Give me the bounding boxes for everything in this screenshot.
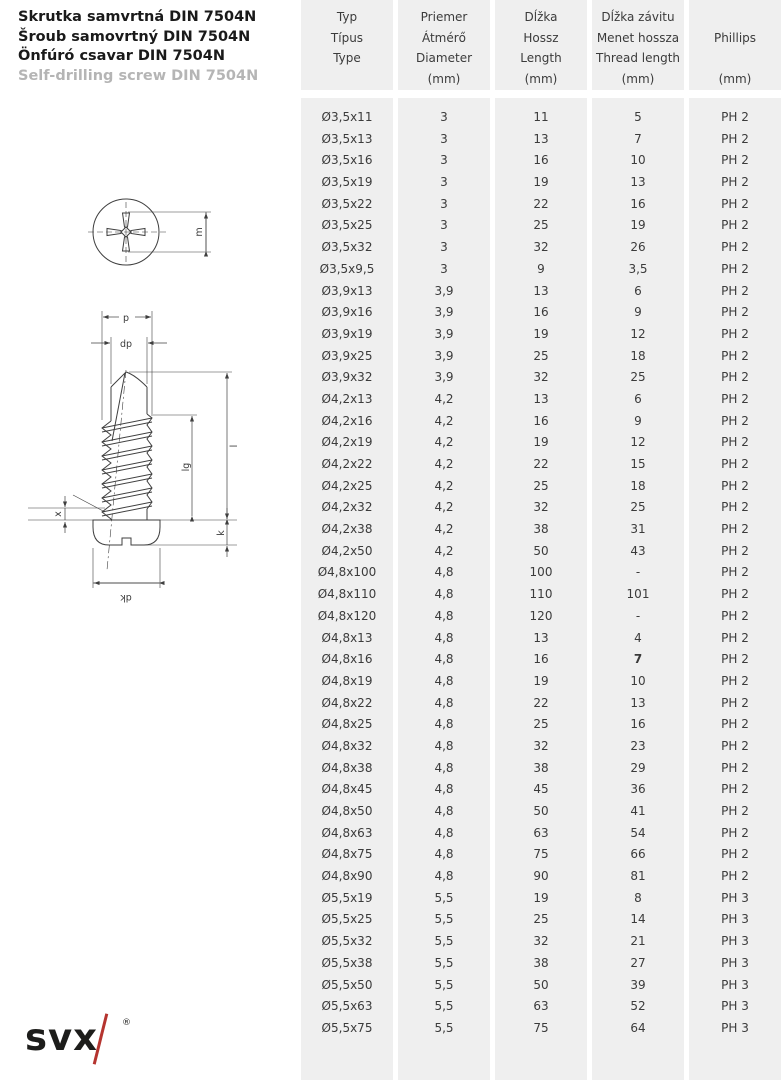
table-cell: Ø4,8x22: [321, 695, 373, 710]
table-cell: Ø3,9x19: [321, 326, 373, 341]
title-block: [18, 8, 258, 86]
screw-head-top-view: [88, 199, 211, 265]
table-cell: PH 2: [721, 478, 749, 493]
table-cell: PH 2: [721, 110, 749, 124]
table-cell: PH 2: [721, 630, 749, 645]
table-cell: 3,9: [434, 305, 454, 320]
table-cell: 3: [440, 131, 448, 146]
title-slovak: Skrutka samvrtná DIN 7504N: [18, 9, 257, 25]
table-cell: 43: [630, 543, 646, 558]
table-cell: 25: [533, 218, 549, 233]
table-cell: 10: [630, 153, 646, 168]
table-cell: 14: [630, 912, 646, 927]
table-cell: PH 2: [721, 652, 749, 667]
table-cell: Ø3,5x11: [321, 110, 373, 124]
table-cell: 7: [633, 652, 643, 667]
table-cell: PH 2: [721, 240, 749, 255]
table-cell: 90: [533, 869, 549, 884]
table-cell: Ø4,8x19: [321, 673, 373, 688]
table-cell: 3,9: [434, 283, 454, 298]
table-cell: 4,2: [434, 478, 454, 493]
table-cell: PH 2: [721, 175, 749, 190]
table-cell: 19: [630, 218, 646, 233]
table-cell: 9: [537, 261, 545, 276]
table-cell: 13: [533, 283, 549, 298]
column-diameter: [398, 98, 490, 1080]
table-cell: 4,8: [434, 869, 454, 884]
table-cell: Ø3,9x25: [321, 348, 373, 363]
table-cell: 5: [634, 110, 642, 124]
table-cell: Ø4,8x45: [321, 782, 373, 797]
table-cell: 32: [533, 934, 549, 949]
header-line: Typ: [336, 10, 358, 24]
table-cell: 3,9: [434, 348, 454, 363]
table-cell: PH 2: [721, 261, 749, 276]
table-cell: 4,8: [434, 847, 454, 862]
header-line: Átmérő: [421, 30, 467, 45]
table-cell: 18: [630, 348, 646, 363]
table-cell: PH 2: [721, 782, 749, 797]
table-cell: PH 2: [721, 435, 749, 450]
table-cell: 5,5: [434, 955, 454, 970]
table-cell: 22: [533, 695, 549, 710]
table-cell: 3,9: [434, 326, 454, 341]
table-cell: Ø5,5x25: [321, 912, 373, 927]
title-hungarian: Önfúró csavar DIN 7504N: [18, 48, 225, 64]
table-cell: Ø4,8x120: [317, 608, 377, 623]
table-cell: Ø4,8x25: [321, 717, 373, 732]
table-cell: 31: [630, 522, 646, 537]
table-cell: 16: [533, 413, 549, 428]
title-english: Self-drilling screw DIN 7504N: [18, 67, 259, 84]
table-cell: PH 2: [721, 543, 749, 558]
table-cell: 5,5: [434, 977, 454, 992]
table-cell: 4,2: [434, 457, 454, 471]
table-cell: Ø4,2x16: [321, 413, 373, 428]
table-cell: 3: [440, 261, 448, 276]
table-cell: 5,5: [434, 934, 454, 949]
table-cell: 5,5: [434, 912, 454, 927]
table-cell: 4,8: [434, 695, 454, 710]
table-cell: PH 2: [721, 522, 749, 537]
table-cell: 41: [630, 804, 646, 818]
table-cell: 63: [533, 999, 549, 1014]
table-cell: Ø3,5x22: [321, 196, 373, 211]
header-thread-length: [592, 0, 684, 90]
table-cell: 4,8: [434, 738, 454, 753]
table-cell: PH 2: [721, 847, 749, 862]
table-cell: Ø3,5x25: [321, 218, 373, 233]
logo-text: svx: [25, 1016, 99, 1059]
header-line: Length: [520, 51, 562, 65]
table-cell: 23: [630, 738, 646, 753]
header-line: (mm): [718, 71, 752, 86]
table-cell: 32: [533, 370, 549, 385]
table-cell: 4,8: [434, 804, 454, 818]
table-cell: PH 2: [721, 413, 749, 428]
table-cell: PH 2: [721, 825, 749, 840]
table-cell: 6: [634, 283, 642, 298]
table-cell: 64: [630, 1020, 646, 1035]
table-cell: 3: [440, 153, 448, 168]
dim-label-p: p: [122, 313, 130, 324]
table-cell: 12: [630, 326, 646, 341]
table-cell: -: [635, 565, 641, 580]
table-cell: 25: [533, 717, 549, 732]
table-cell: PH 2: [721, 283, 749, 298]
dim-label-lg: lg: [181, 462, 192, 472]
table-cell: 4,8: [434, 782, 454, 797]
dim-label-dk: dk: [120, 592, 132, 603]
table-cell: 4,2: [434, 391, 454, 406]
table-cell: 120: [529, 608, 553, 623]
header-length: [495, 0, 587, 90]
column-type: [301, 98, 393, 1080]
table-cell: Ø3,9x32: [321, 370, 373, 385]
table-cell: 13: [533, 630, 549, 645]
table-cell: PH 2: [721, 760, 749, 775]
table-cell: Ø4,8x63: [321, 825, 373, 840]
table-cell: 101: [626, 587, 650, 602]
table-cell: 19: [533, 890, 549, 905]
table-cell: PH 2: [721, 608, 749, 623]
technical-drawing: [25, 190, 240, 605]
table-cell: 13: [533, 391, 549, 406]
table-cell: 4,8: [434, 673, 454, 688]
table-cell: 3: [440, 240, 448, 255]
table-cell: Ø3,9x13: [321, 283, 373, 298]
table-cell: PH 2: [721, 587, 749, 602]
table-cell: 45: [533, 782, 549, 797]
table-cell: Ø5,5x38: [321, 955, 373, 970]
header-diameter: [398, 0, 490, 90]
table-cell: 54: [630, 825, 646, 840]
header-line: (mm): [621, 71, 655, 86]
table-cell: 4,8: [434, 630, 454, 645]
table-cell: Ø3,5x16: [321, 153, 373, 168]
column-phillips: [689, 98, 781, 1080]
table-cell: 5,5: [434, 890, 454, 905]
header-line: Type: [333, 51, 361, 65]
table-cell: Ø4,2x32: [321, 500, 373, 515]
screw-side-view: [28, 311, 240, 603]
table-cell: 25: [533, 912, 549, 927]
table-cell: 21: [630, 934, 646, 949]
table-cell: 19: [533, 673, 549, 688]
table-cell: 29: [630, 760, 646, 775]
header-line: Menet hossza: [596, 30, 680, 45]
table-cell: 4,2: [434, 500, 454, 515]
table-cell: 13: [630, 175, 646, 190]
table-cell: 39: [630, 977, 646, 992]
header-line: [689, 48, 781, 69]
table-cell: 3,9: [434, 370, 454, 385]
table-cell: 4,8: [434, 825, 454, 840]
table-cell: PH 2: [721, 804, 749, 818]
table-cell: Ø4,8x50: [321, 804, 373, 818]
table-cell: 4,2: [434, 435, 454, 450]
table-cell: 4,8: [434, 717, 454, 732]
table-cell: 36: [630, 782, 646, 797]
table-cell: Ø4,2x22: [321, 457, 373, 471]
table-cell: PH 2: [721, 500, 749, 515]
table-cell: 50: [533, 977, 549, 992]
table-cell: 12: [630, 435, 646, 450]
table-cell: 27: [630, 955, 646, 970]
table-cell: PH 2: [721, 196, 749, 211]
table-cell: 9: [634, 305, 642, 320]
table-cell: 75: [533, 847, 549, 862]
header-line: Diameter: [415, 51, 473, 65]
table-cell: 19: [533, 435, 549, 450]
table-cell: 16: [630, 196, 646, 211]
table-cell: 32: [533, 240, 549, 255]
table-cell: 75: [533, 1020, 549, 1035]
header-line: Thread length: [595, 51, 681, 65]
table-cell: PH 2: [721, 218, 749, 233]
table-cell: 5,5: [434, 999, 454, 1014]
table-cell: 19: [533, 326, 549, 341]
table-cell: 13: [533, 131, 549, 146]
table-cell: 3,5: [628, 261, 648, 276]
table-cell: 13: [630, 695, 646, 710]
title-czech: Šroub samovrtný DIN 7504N: [18, 28, 251, 45]
table-cell: Ø4,8x38: [321, 760, 373, 775]
table-cell: 16: [630, 717, 646, 732]
table-cell: Ø4,8x32: [321, 738, 373, 753]
svx-logo: [25, 1012, 155, 1074]
table-cell: 25: [630, 370, 646, 385]
table-cell: Ø4,2x13: [321, 391, 373, 406]
table-cell: PH 3: [721, 999, 749, 1014]
table-cell: Ø5,5x50: [321, 977, 373, 992]
table-cell: 3: [440, 218, 448, 233]
table-cell: PH 2: [721, 305, 749, 320]
table-cell: Ø4,8x16: [321, 652, 373, 667]
header-type: [301, 0, 393, 90]
table-cell: 6: [634, 391, 642, 406]
header-line: [689, 7, 781, 28]
table-cell: 16: [533, 305, 549, 320]
table-cell: 22: [533, 457, 549, 471]
dim-label-dp: dp: [119, 339, 133, 350]
table-cell: 4,8: [434, 652, 454, 667]
table-cell: Ø4,8x110: [317, 587, 377, 602]
table-cell: PH 2: [721, 457, 749, 471]
table-cell: 4,8: [434, 608, 454, 623]
table-cell: 26: [630, 240, 646, 255]
dim-label-l: l: [229, 444, 240, 448]
size-table: [301, 0, 781, 1080]
table-cell: 16: [533, 153, 549, 168]
header-line: (mm): [524, 71, 558, 86]
header-line: Dĺžka: [524, 10, 558, 24]
table-cell: Ø5,5x63: [321, 999, 373, 1014]
table-cell: 32: [533, 738, 549, 753]
table-header: [301, 0, 781, 90]
table-cell: PH 2: [721, 673, 749, 688]
table-cell: PH 2: [721, 326, 749, 341]
table-cell: 15: [630, 457, 646, 471]
column-length: [495, 98, 587, 1080]
table-cell: Ø4,2x25: [321, 478, 373, 493]
header-line: Dĺžka závitu: [601, 10, 675, 24]
table-cell: 100: [529, 565, 553, 580]
table-cell: 22: [533, 196, 549, 211]
table-cell: 3: [440, 175, 448, 190]
column-thread-length: [592, 98, 684, 1080]
table-cell: PH 2: [721, 131, 749, 146]
header-line: Priemer: [420, 10, 468, 24]
table-cell: 19: [533, 175, 549, 190]
table-cell: PH 2: [721, 370, 749, 385]
table-cell: 5,5: [434, 1020, 454, 1035]
table-cell: 11: [533, 110, 549, 124]
table-cell: Ø5,5x19: [321, 890, 373, 905]
table-cell: 9: [634, 413, 642, 428]
dim-label-k: k: [216, 530, 227, 536]
table-cell: PH 3: [721, 977, 749, 992]
header-line: Típus: [330, 30, 364, 45]
table-cell: PH 3: [721, 1020, 749, 1035]
table-cell: PH 2: [721, 717, 749, 732]
table-cell: Ø3,9x16: [321, 305, 373, 320]
table-cell: 50: [533, 804, 549, 818]
table-cell: 4,2: [434, 522, 454, 537]
table-cell: Ø4,8x90: [321, 869, 373, 884]
table-cell: PH 2: [721, 348, 749, 363]
table-cell: 50: [533, 543, 549, 558]
table-cell: Ø4,2x38: [321, 522, 373, 537]
table-cell: Ø4,2x19: [321, 435, 373, 450]
header-line: Phillips: [713, 30, 757, 45]
table-cell: Ø3,5x19: [321, 175, 373, 190]
table-cell: Ø4,8x75: [321, 847, 373, 862]
table-cell: 4,8: [434, 565, 454, 580]
table-cell: Ø4,2x50: [321, 543, 373, 558]
table-cell: PH 3: [721, 934, 749, 949]
table-cell: 4,8: [434, 760, 454, 775]
table-cell: PH 3: [721, 955, 749, 970]
table-cell: 25: [533, 478, 549, 493]
registered-mark-icon: ®: [122, 1018, 131, 1028]
table-cell: PH 3: [721, 890, 749, 905]
table-cell: PH 2: [721, 869, 749, 884]
table-cell: 38: [533, 955, 549, 970]
table-cell: PH 2: [721, 738, 749, 753]
header-phillips: [689, 0, 781, 90]
table-cell: Ø4,8x100: [317, 565, 377, 580]
table-body: [301, 98, 781, 1080]
table-cell: 4,2: [434, 543, 454, 558]
table-cell: 3: [440, 196, 448, 211]
table-cell: PH 2: [721, 153, 749, 168]
table-cell: Ø4,8x13: [321, 630, 373, 645]
table-cell: 18: [630, 478, 646, 493]
table-cell: 25: [630, 500, 646, 515]
table-cell: PH 2: [721, 391, 749, 406]
table-cell: 38: [533, 760, 549, 775]
table-cell: 4,2: [434, 413, 454, 428]
table-cell: 66: [630, 847, 646, 862]
table-cell: 81: [630, 869, 646, 884]
table-cell: 25: [533, 348, 549, 363]
table-cell: Ø3,5x9,5: [319, 261, 375, 276]
table-cell: 38: [533, 522, 549, 537]
table-cell: Ø3,5x32: [321, 240, 373, 255]
table-cell: 52: [630, 999, 646, 1014]
table-cell: 32: [533, 500, 549, 515]
table-cell: 8: [634, 890, 642, 905]
dim-label-m: m: [194, 227, 205, 237]
table-cell: -: [635, 608, 641, 623]
table-cell: Ø3,5x13: [321, 131, 373, 146]
table-cell: 4: [634, 630, 642, 645]
table-cell: Ø5,5x75: [321, 1020, 373, 1035]
dim-label-x: x: [53, 511, 64, 517]
table-cell: 4,8: [434, 587, 454, 602]
table-cell: 3: [440, 110, 448, 124]
table-cell: PH 2: [721, 565, 749, 580]
table-cell: 63: [533, 825, 549, 840]
table-cell: 110: [529, 587, 553, 602]
table-cell: PH 2: [721, 695, 749, 710]
table-cell: Ø5,5x32: [321, 934, 373, 949]
table-cell: 16: [533, 652, 549, 667]
table-cell: 10: [630, 673, 646, 688]
header-line: (mm): [427, 71, 461, 86]
table-cell: 7: [634, 131, 642, 146]
table-cell: PH 3: [721, 912, 749, 927]
header-line: [301, 69, 393, 90]
header-line: Hossz: [523, 30, 559, 45]
